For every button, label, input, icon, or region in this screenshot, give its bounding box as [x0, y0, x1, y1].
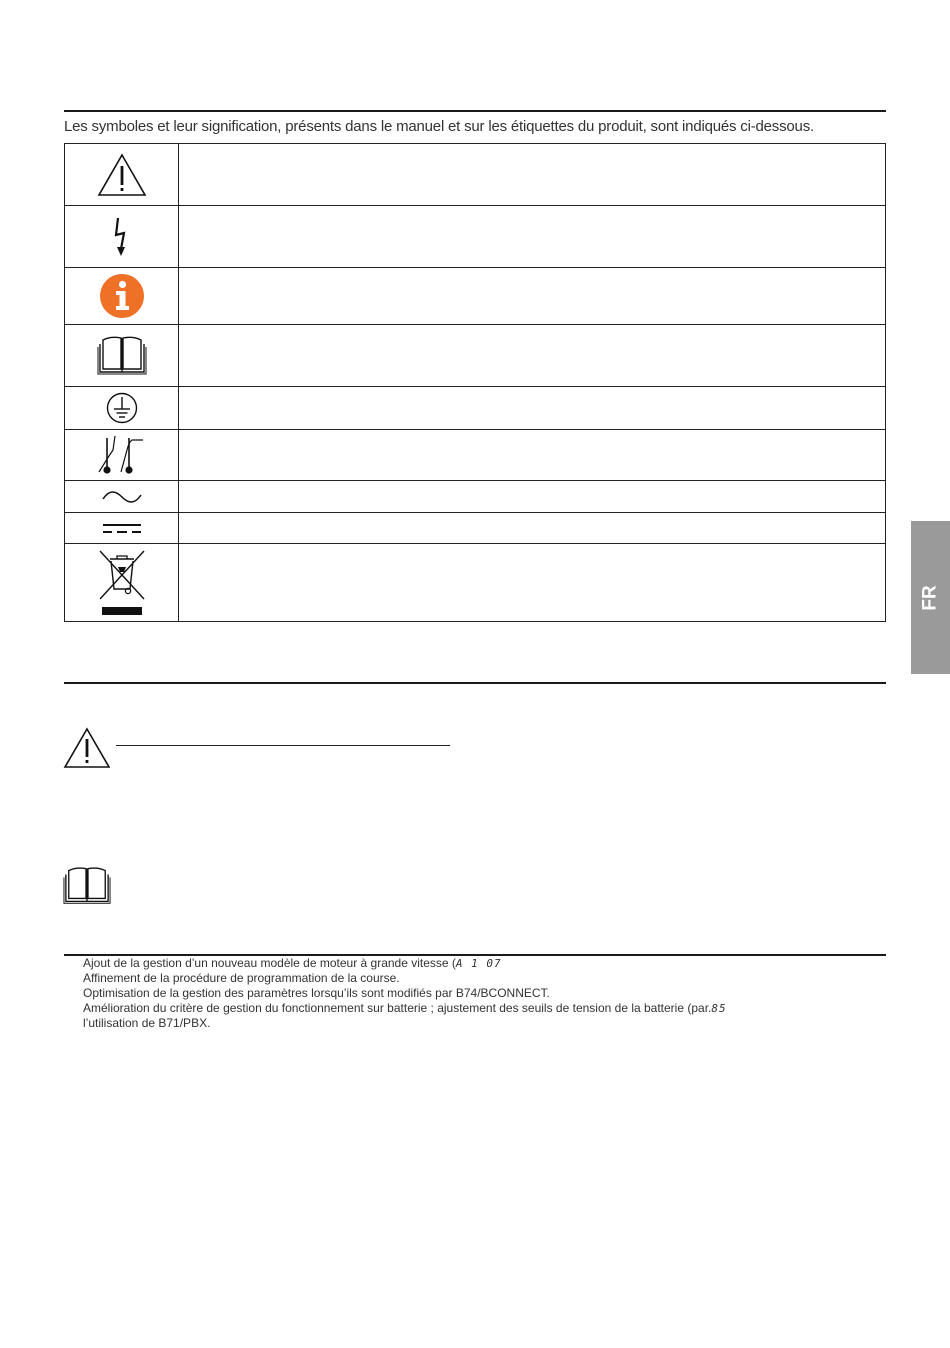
- warning-triangle-icon: [63, 727, 111, 769]
- display-code: A 1 07: [455, 957, 502, 970]
- description-cell: [179, 481, 886, 513]
- symbols-intro-text: Les symboles et leur signification, présents dans le manuel et sur les étiquettes du produit, sont indiqués ci-dessous.: [64, 118, 814, 135]
- description-cell: [179, 268, 886, 325]
- description-cell: [179, 513, 886, 544]
- changelog-line: Affinement de la procédure de programmation de la course.: [83, 971, 400, 985]
- symbol-cell: [65, 513, 179, 544]
- symbol-cell: [65, 206, 179, 268]
- table-row: [65, 513, 886, 544]
- changelog-line: Optimisation de la gestion des paramètres lorsqu’ils sont modifiés par B74/BCONNECT.: [83, 986, 550, 1000]
- table-row: [65, 481, 886, 513]
- top-rule: [64, 110, 886, 112]
- direct-current-icon: [101, 521, 143, 535]
- thermometer-icon: [97, 434, 147, 476]
- open-book-icon: [63, 866, 111, 906]
- description-cell: [179, 325, 886, 387]
- table-row: [65, 268, 886, 325]
- symbol-cell: [65, 430, 179, 481]
- language-label: FR: [919, 584, 941, 611]
- symbols-table: [64, 143, 886, 622]
- symbol-cell: [65, 268, 179, 325]
- description-cell: [179, 387, 886, 430]
- description-cell: [179, 430, 886, 481]
- symbol-cell: [65, 144, 179, 206]
- ground-icon: [106, 392, 138, 424]
- changelog: [83, 956, 883, 1031]
- open-book-icon: [97, 336, 147, 376]
- description-cell: [179, 206, 886, 268]
- warning-heading-underline: [116, 745, 450, 746]
- symbol-cell: [65, 387, 179, 430]
- lightning-bolt-icon: [113, 216, 131, 258]
- table-row: [65, 387, 886, 430]
- table-row: [65, 144, 886, 206]
- changelog-line: l’utilisation de B71/PBX.: [83, 1016, 211, 1030]
- changelog-line: Amélioration du critère de gestion du fonctionnement sur batterie ; ajustement des seuils de tension de la batterie (par.85: [83, 1001, 727, 1015]
- symbol-cell: [65, 325, 179, 387]
- language-tab: [911, 521, 950, 674]
- changelog-line: Ajout de la gestion d’un nouveau modèle de moteur à grande vitesse (A 1 07: [83, 956, 502, 970]
- symbol-cell: [65, 481, 179, 513]
- description-cell: [179, 544, 886, 622]
- table-row: [65, 430, 886, 481]
- table-row: [65, 544, 886, 622]
- warning-triangle-icon: [97, 153, 147, 197]
- alternating-current-icon: [101, 489, 143, 505]
- symbol-cell: [65, 544, 179, 622]
- display-code: 85: [711, 1002, 727, 1015]
- crossed-out-bin-icon: [98, 549, 146, 617]
- description-cell: [179, 144, 886, 206]
- table-row: [65, 206, 886, 268]
- section-rule: [64, 682, 886, 684]
- table-row: [65, 325, 886, 387]
- info-icon: [99, 273, 145, 319]
